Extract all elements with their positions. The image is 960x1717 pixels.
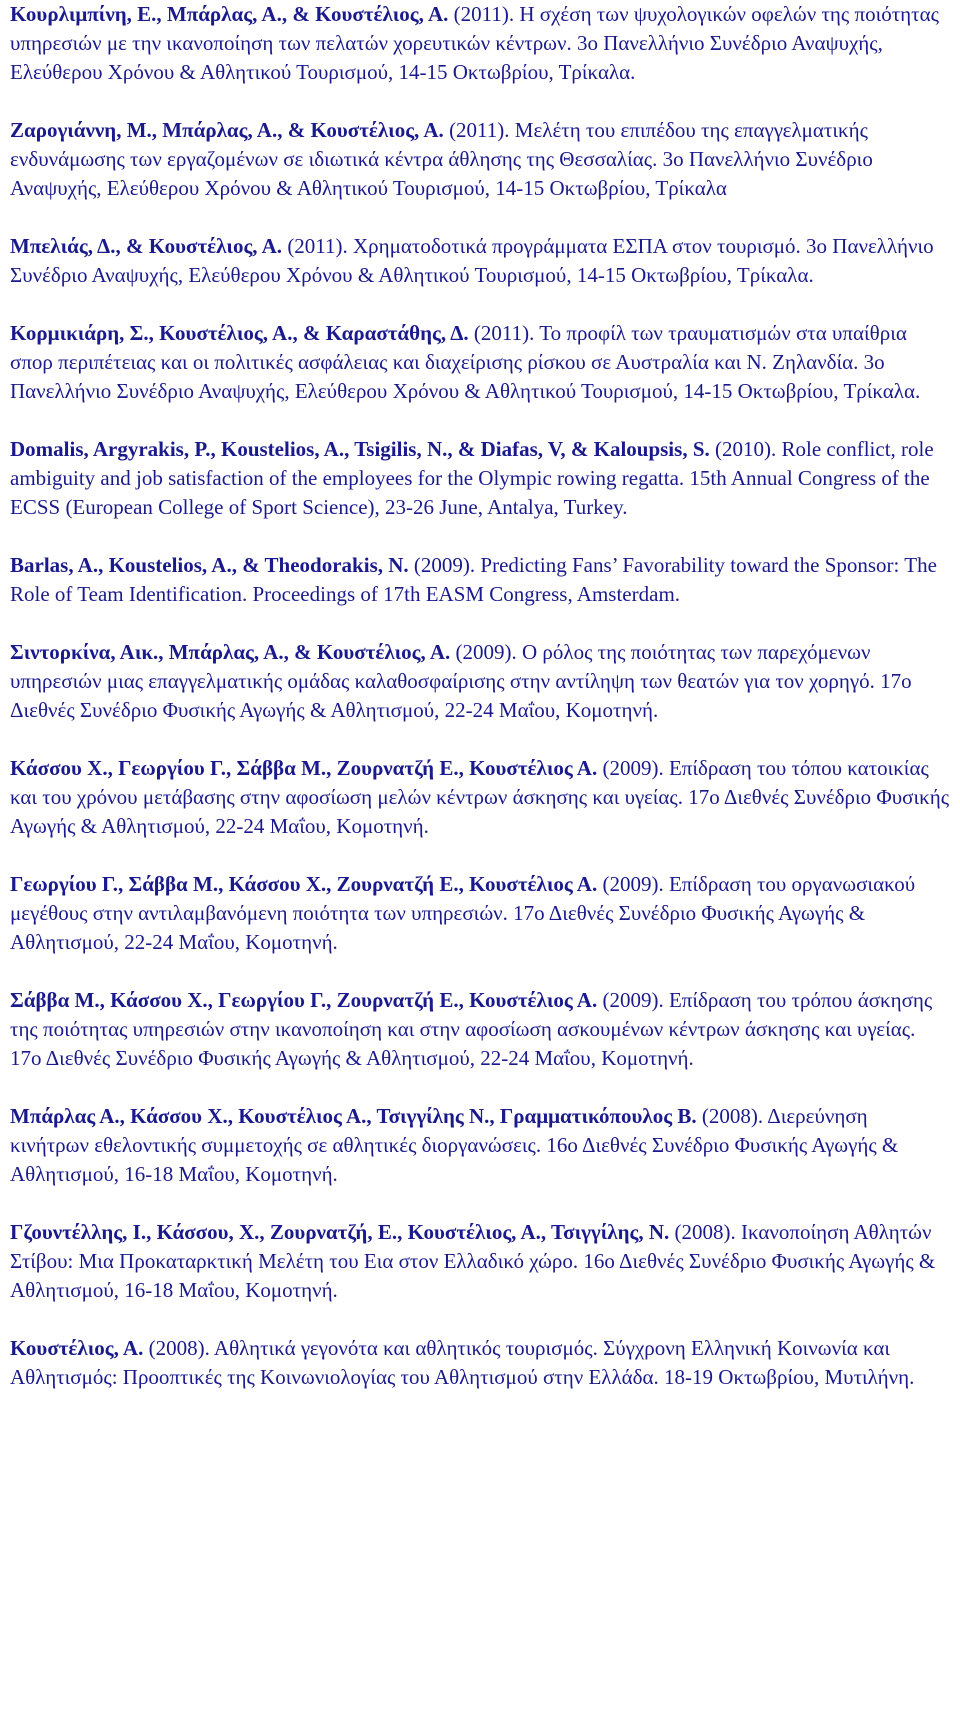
reference-authors: Domalis, Argyrakis, P., Koustelios, A., Tsigilis, N., & Diafas, V, & Kaloupsis, S. <box>10 437 710 461</box>
reference-details: (2008). Διερεύνηση κινήτρων εθελοντικής συμμετοχής σε αθλητικές διοργανώσεις. 16ο Διεθνές Συνέδριο Φυσικής Αγωγής & Αθλητισμού, 16-18 Μαΐου, Κομοτηνή. <box>10 1104 899 1186</box>
reference-list <box>10 0 950 1421</box>
reference-details: (2011). Χρηματοδοτικά προγράμματα ΕΣΠΑ στον τουρισμό. 3ο Πανελλήνιο Συνέδριο Αναψυχής, Ελεύθερου Χρόνου & Αθλητικού Τουρισμού, 14-15 Οκτωβρίου, Τρίκαλα. <box>10 234 934 287</box>
reference-entry <box>10 319 950 406</box>
reference-authors: Μπελιάς, Δ., & Κουστέλιος, Α. <box>10 234 283 258</box>
reference-authors: Γζουντέλλης, Ι., Κάσσου, Χ., Ζουρνατζή, Ε., Κουστέλιος, Α., Τσιγγίλης, Ν. <box>10 1220 670 1244</box>
reference-entry <box>10 232 950 290</box>
reference-authors: Κορμικιάρη, Σ., Κουστέλιος, Α., & Καραστάθης, Δ. <box>10 321 469 345</box>
reference-entry <box>10 1334 950 1392</box>
reference-details: (2011). Μελέτη του επιπέδου της επαγγελματικής ενδυνάμωσης των εργαζομένων σε ιδιωτικά κέντρα άθλησης της Θεσσαλίας. 3ο Πανελλήνιο Συνέδριο Αναψυχής, Ελεύθερου Χρόνου & Αθλητικού Τουρισμού, 14-15 Οκτωβρίου, Τρίκαλα <box>10 118 873 200</box>
reference-details: (2009). Επίδραση του οργανωσιακού μεγέθους στην αντιλαμβανόμενη ποιότητα των υπηρεσιών. 17ο Διεθνές Συνέδριο Φυσικής Αγωγής & Αθλητισμού, 22-24 Μαΐου, Κομοτηνή. <box>10 872 916 954</box>
reference-details: (2011). Το προφίλ των τραυματισμών στα υπαίθρια σπορ περιπέτειας και οι πολιτικές ασφάλειας και διαχείρισης ρίσκου σε Αυστραλία και Ν. Ζηλανδία. 3ο Πανελλήνιο Συνέδριο Αναψυχής, Ελεύθερου Χρόνου & Αθλητικού Τουρισμού, 14-15 Οκτωβρίου, Τρίκαλα. <box>10 321 921 403</box>
reference-authors: Γεωργίου Γ., Σάββα Μ., Κάσσου Χ., Ζουρνατζή Ε., Κουστέλιος Α. <box>10 872 598 896</box>
reference-authors: Μπάρλας Α., Κάσσου Χ., Κουστέλιος Α., Τσιγγίλης Ν., Γραμματικόπουλος Β. <box>10 1104 697 1128</box>
reference-authors: Κουστέλιος, Α. <box>10 1336 144 1360</box>
reference-entry <box>10 986 950 1073</box>
reference-entry <box>10 116 950 203</box>
reference-details: (2008). Ικανοποίηση Αθλητών Στίβου: Μια Προκαταρκτική Μελέτη του Εια στον Ελλαδικό χώρο. 16ο Διεθνές Συνέδριο Φυσικής Αγωγής & Αθλητισμού, 16-18 Μαΐου, Κομοτηνή. <box>10 1220 936 1302</box>
reference-authors: Κουρλιμπίνη, Ε., Μπάρλας, Α., & Κουστέλιος, Α. <box>10 2 449 26</box>
reference-details: (2008). Αθλητικά γεγονότα και αθλητικός τουρισμός. Σύγχρονη Ελληνική Κοινωνία και Αθλητισμός: Προοπτικές της Κοινωνιολογίας του Αθλητισμού στην Ελλάδα. 18-19 Οκτωβρίου, Μυτιλήνη. <box>10 1336 915 1389</box>
reference-entry <box>10 1218 950 1305</box>
reference-entry <box>10 638 950 725</box>
reference-details: (2009). Ο ρόλος της ποιότητας των παρεχόμενων υπηρεσιών μιας επαγγελματικής ομάδας καλαθοσφαίρισης στην αντίληψη των θεατών για τον χορηγό. 17ο Διεθνές Συνέδριο Φυσικής Αγωγής & Αθλητισμού, 22-24 Μαΐου, Κομοτηνή. <box>10 640 912 722</box>
reference-entry <box>10 551 950 609</box>
reference-details: (2011). Η σχέση των ψυχολογικών οφελών της ποιότητας υπηρεσιών με την ικανοποίηση των πελατών χορευτικών κέντρων. 3ο Πανελλήνιο Συνέδριο Αναψυχής, Ελεύθερου Χρόνου & Αθλητικού Τουρισμού, 14-15 Οκτωβρίου, Τρίκαλα. <box>10 2 939 84</box>
reference-authors: Κάσσου Χ., Γεωργίου Γ., Σάββα Μ., Ζουρνατζή Ε., Κουστέλιος Α. <box>10 756 598 780</box>
reference-details: (2009). Επίδραση του τόπου κατοικίας και του χρόνου μετάβασης στην αφοσίωση μελών κέντρων άσκησης και υγείας. 17ο Διεθνές Συνέδριο Φυσικής Αγωγής & Αθλητισμού, 22-24 Μαΐου, Κομοτηνή. <box>10 756 950 838</box>
reference-entry <box>10 754 950 841</box>
reference-details: (2009). Επίδραση του τρόπου άσκησης της ποιότητας υπηρεσιών στην ικανοποίηση και στην αφοσίωση ασκουμένων κέντρων άσκησης και υγείας. 17ο Διεθνές Συνέδριο Φυσικής Αγωγής & Αθλητισμού, 22-24 Μαΐου, Κομοτηνή. <box>10 988 933 1070</box>
reference-entry <box>10 0 950 87</box>
reference-entry <box>10 435 950 522</box>
reference-entry <box>10 1102 950 1189</box>
reference-authors: Barlas, A., Koustelios, A., & Theodorakis, N. <box>10 553 409 577</box>
reference-details: (2010). Role conflict, role ambiguity and job satisfaction of the employees for the Olympic rowing regatta. 15th Annual Congress of the ECSS (European College of Sport Science), 23-26 June, Antalya, Turkey. <box>10 437 934 519</box>
reference-entry <box>10 870 950 957</box>
reference-authors: Ζαρογιάννη, Μ., Μπάρλας, Α., & Κουστέλιος, Α. <box>10 118 444 142</box>
reference-authors: Σάββα Μ., Κάσσου Χ., Γεωργίου Γ., Ζουρνατζή Ε., Κουστέλιος Α. <box>10 988 598 1012</box>
reference-details: (2009). Predicting Fans’ Favorability toward the Sponsor: The Role of Team Identification. Proceedings of 17th EASM Congress, Amsterdam. <box>10 553 937 606</box>
reference-authors: Σιντορκίνα, Αικ., Μπάρλας, Α., & Κουστέλιος, Α. <box>10 640 451 664</box>
